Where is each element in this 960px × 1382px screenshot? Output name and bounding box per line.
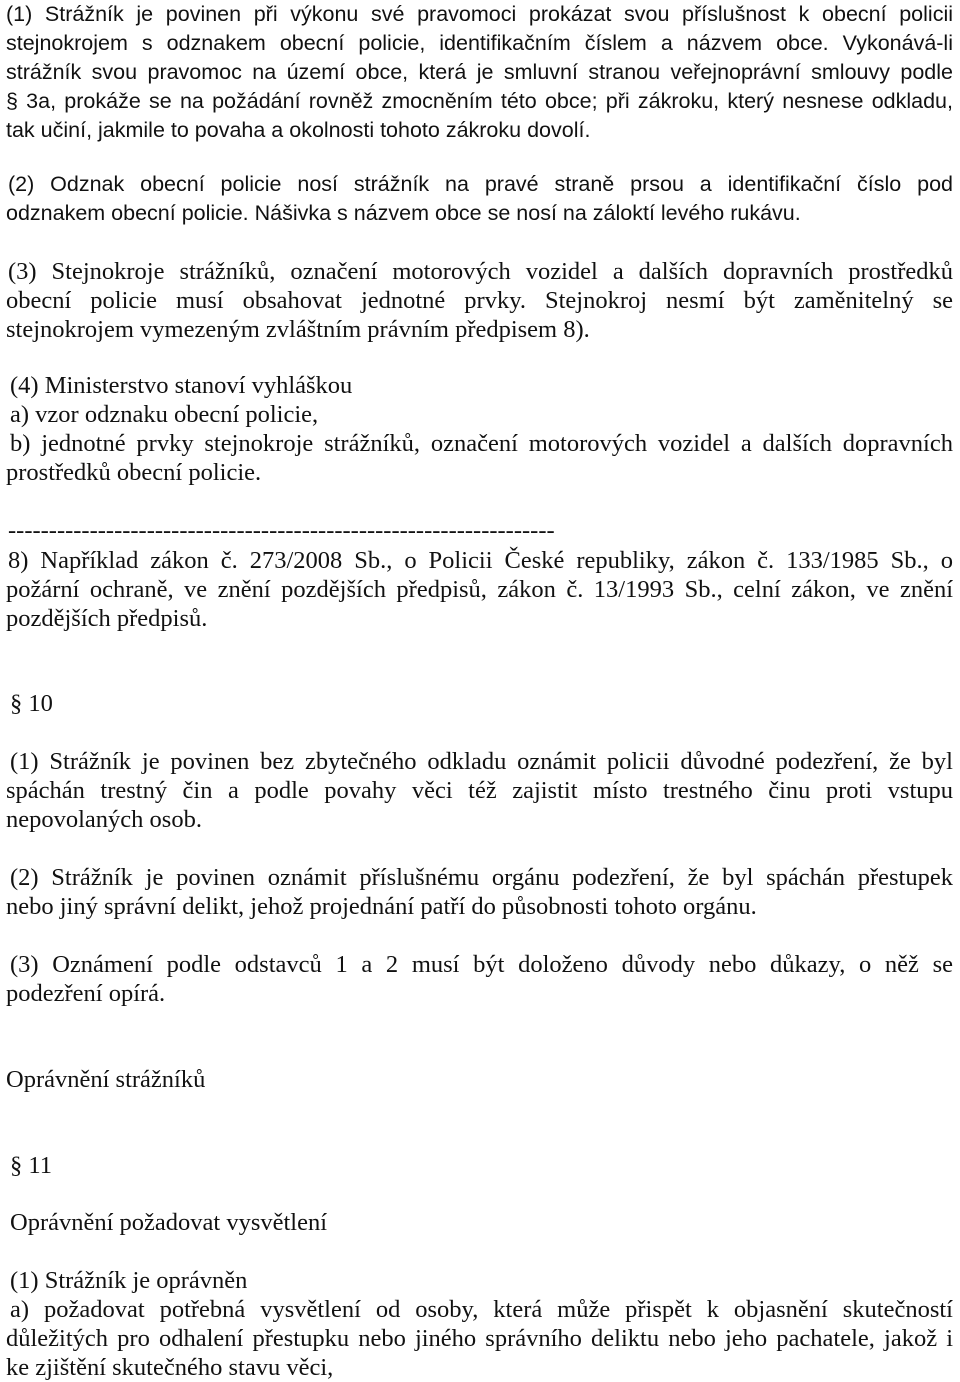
paragraph-4 xyxy=(6,371,953,487)
chapter-heading xyxy=(6,1065,953,1094)
section-number: § 11 xyxy=(10,1152,52,1179)
text-line: (4) Ministerstvo stanoví vyhláškou xyxy=(10,372,353,399)
section-11-paragraph-1 xyxy=(6,1266,953,1382)
section-10-paragraph-2 xyxy=(6,863,953,921)
separator-line: ------------------------------------------------------------------- xyxy=(8,517,555,544)
section-11-heading xyxy=(6,1151,953,1180)
paragraph-2 xyxy=(6,170,953,228)
text-line: (1) Strážník je oprávněn xyxy=(10,1267,248,1294)
text-line: 8) Například zákon č. 273/2008 Sb., o Policii České republiky, zákon č. 133/1985 Sb., o xyxy=(8,547,953,574)
text-line: nepovolaných osob. xyxy=(6,806,202,833)
text-line: § 3a, prokáže se na požádání rovněž zmocněním této obce; při zákroku, který nesnese odkladu, xyxy=(6,89,953,113)
section-10-paragraph-1 xyxy=(6,747,953,834)
text-line: odznakem obecní policie. Nášivka s názvem obce se nosí na záloktí levého rukávu. xyxy=(6,201,801,225)
footnote-separator xyxy=(6,516,953,545)
list-item: a) vzor odznaku obecní policie, xyxy=(10,401,319,428)
text-line: pozdějších předpisů. xyxy=(6,605,208,632)
text-line: nebo jiný správní delikt, jehož projednání patří do působnosti tohoto orgánu. xyxy=(6,893,757,920)
text-line: důležitých pro odhalení přestupku nebo jiného správního deliktu nebo jeho pachatele, jakož i xyxy=(6,1325,953,1352)
text-line: (3) Oznámení podle odstavců 1 a 2 musí být doloženo důvody nebo důkazy, o něž se xyxy=(10,951,953,978)
section-11-subheading xyxy=(6,1208,953,1237)
text-line: podezření opírá. xyxy=(6,980,166,1007)
text-line: obecní policie musí obsahovat jednotné prvky. Stejnokroj nesmí být zaměnitelný se xyxy=(6,287,953,314)
paragraph-1 xyxy=(6,0,953,145)
paragraph-3 xyxy=(6,257,953,344)
text-line: stejnokrojem s odznakem obecní policie, identifikačním číslem a názvem obce. Vykonává-li xyxy=(6,31,953,55)
list-item: a) požadovat potřebná vysvětlení od osoby, která může přispět k objasnění skutečností xyxy=(10,1296,953,1323)
footnote-8 xyxy=(6,546,953,633)
text-line: spáchán trestný čin a podle povahy věci též zajistit místo trestného činu proti vstupu xyxy=(6,777,953,804)
text-line: (1) Strážník je povinen při výkonu své pravomoci prokázat svou příslušnost k obecní policii xyxy=(6,2,953,26)
section-10-paragraph-3 xyxy=(6,950,953,1008)
section-number: § 10 xyxy=(10,690,53,717)
text-line: ke zjištění skutečného stavu věci, xyxy=(6,1354,334,1381)
text-line: (2) Strážník je povinen oznámit příslušnému orgánu podezření, že byl spáchán přestupek xyxy=(10,864,953,891)
text-line: prostředků obecní policie. xyxy=(6,459,262,486)
heading-text: Oprávnění požadovat vysvětlení xyxy=(10,1209,328,1236)
list-item: b) jednotné prvky stejnokroje strážníků, označení motorových vozidel a dalších dopravních xyxy=(10,430,953,457)
text-line: tak učiní, jakmile to povaha a okolnosti tohoto zákroku dovolí. xyxy=(6,118,591,142)
text-line: (3) Stejnokroje strážníků, označení motorových vozidel a dalších dopravních prostředků xyxy=(8,258,953,285)
text-line: (1) Strážník je povinen bez zbytečného odkladu oznámit policii důvodné podezření, že byl xyxy=(10,748,953,775)
text-line: (2) Odznak obecní policie nosí strážník na pravé straně prsou a identifikační číslo pod xyxy=(8,172,953,196)
section-10-heading xyxy=(6,689,953,718)
text-line: strážník svou pravomoc na území obce, která je smluvní stranou veřejnoprávní smlouvy podle xyxy=(6,60,953,84)
text-line: stejnokrojem vymezeným zvláštním právním předpisem 8). xyxy=(6,316,590,343)
text-line: požární ochraně, ve znění pozdějších předpisů, zákon č. 13/1993 Sb., celní zákon, ve znění xyxy=(6,576,953,603)
heading-text: Oprávnění strážníků xyxy=(6,1066,206,1093)
